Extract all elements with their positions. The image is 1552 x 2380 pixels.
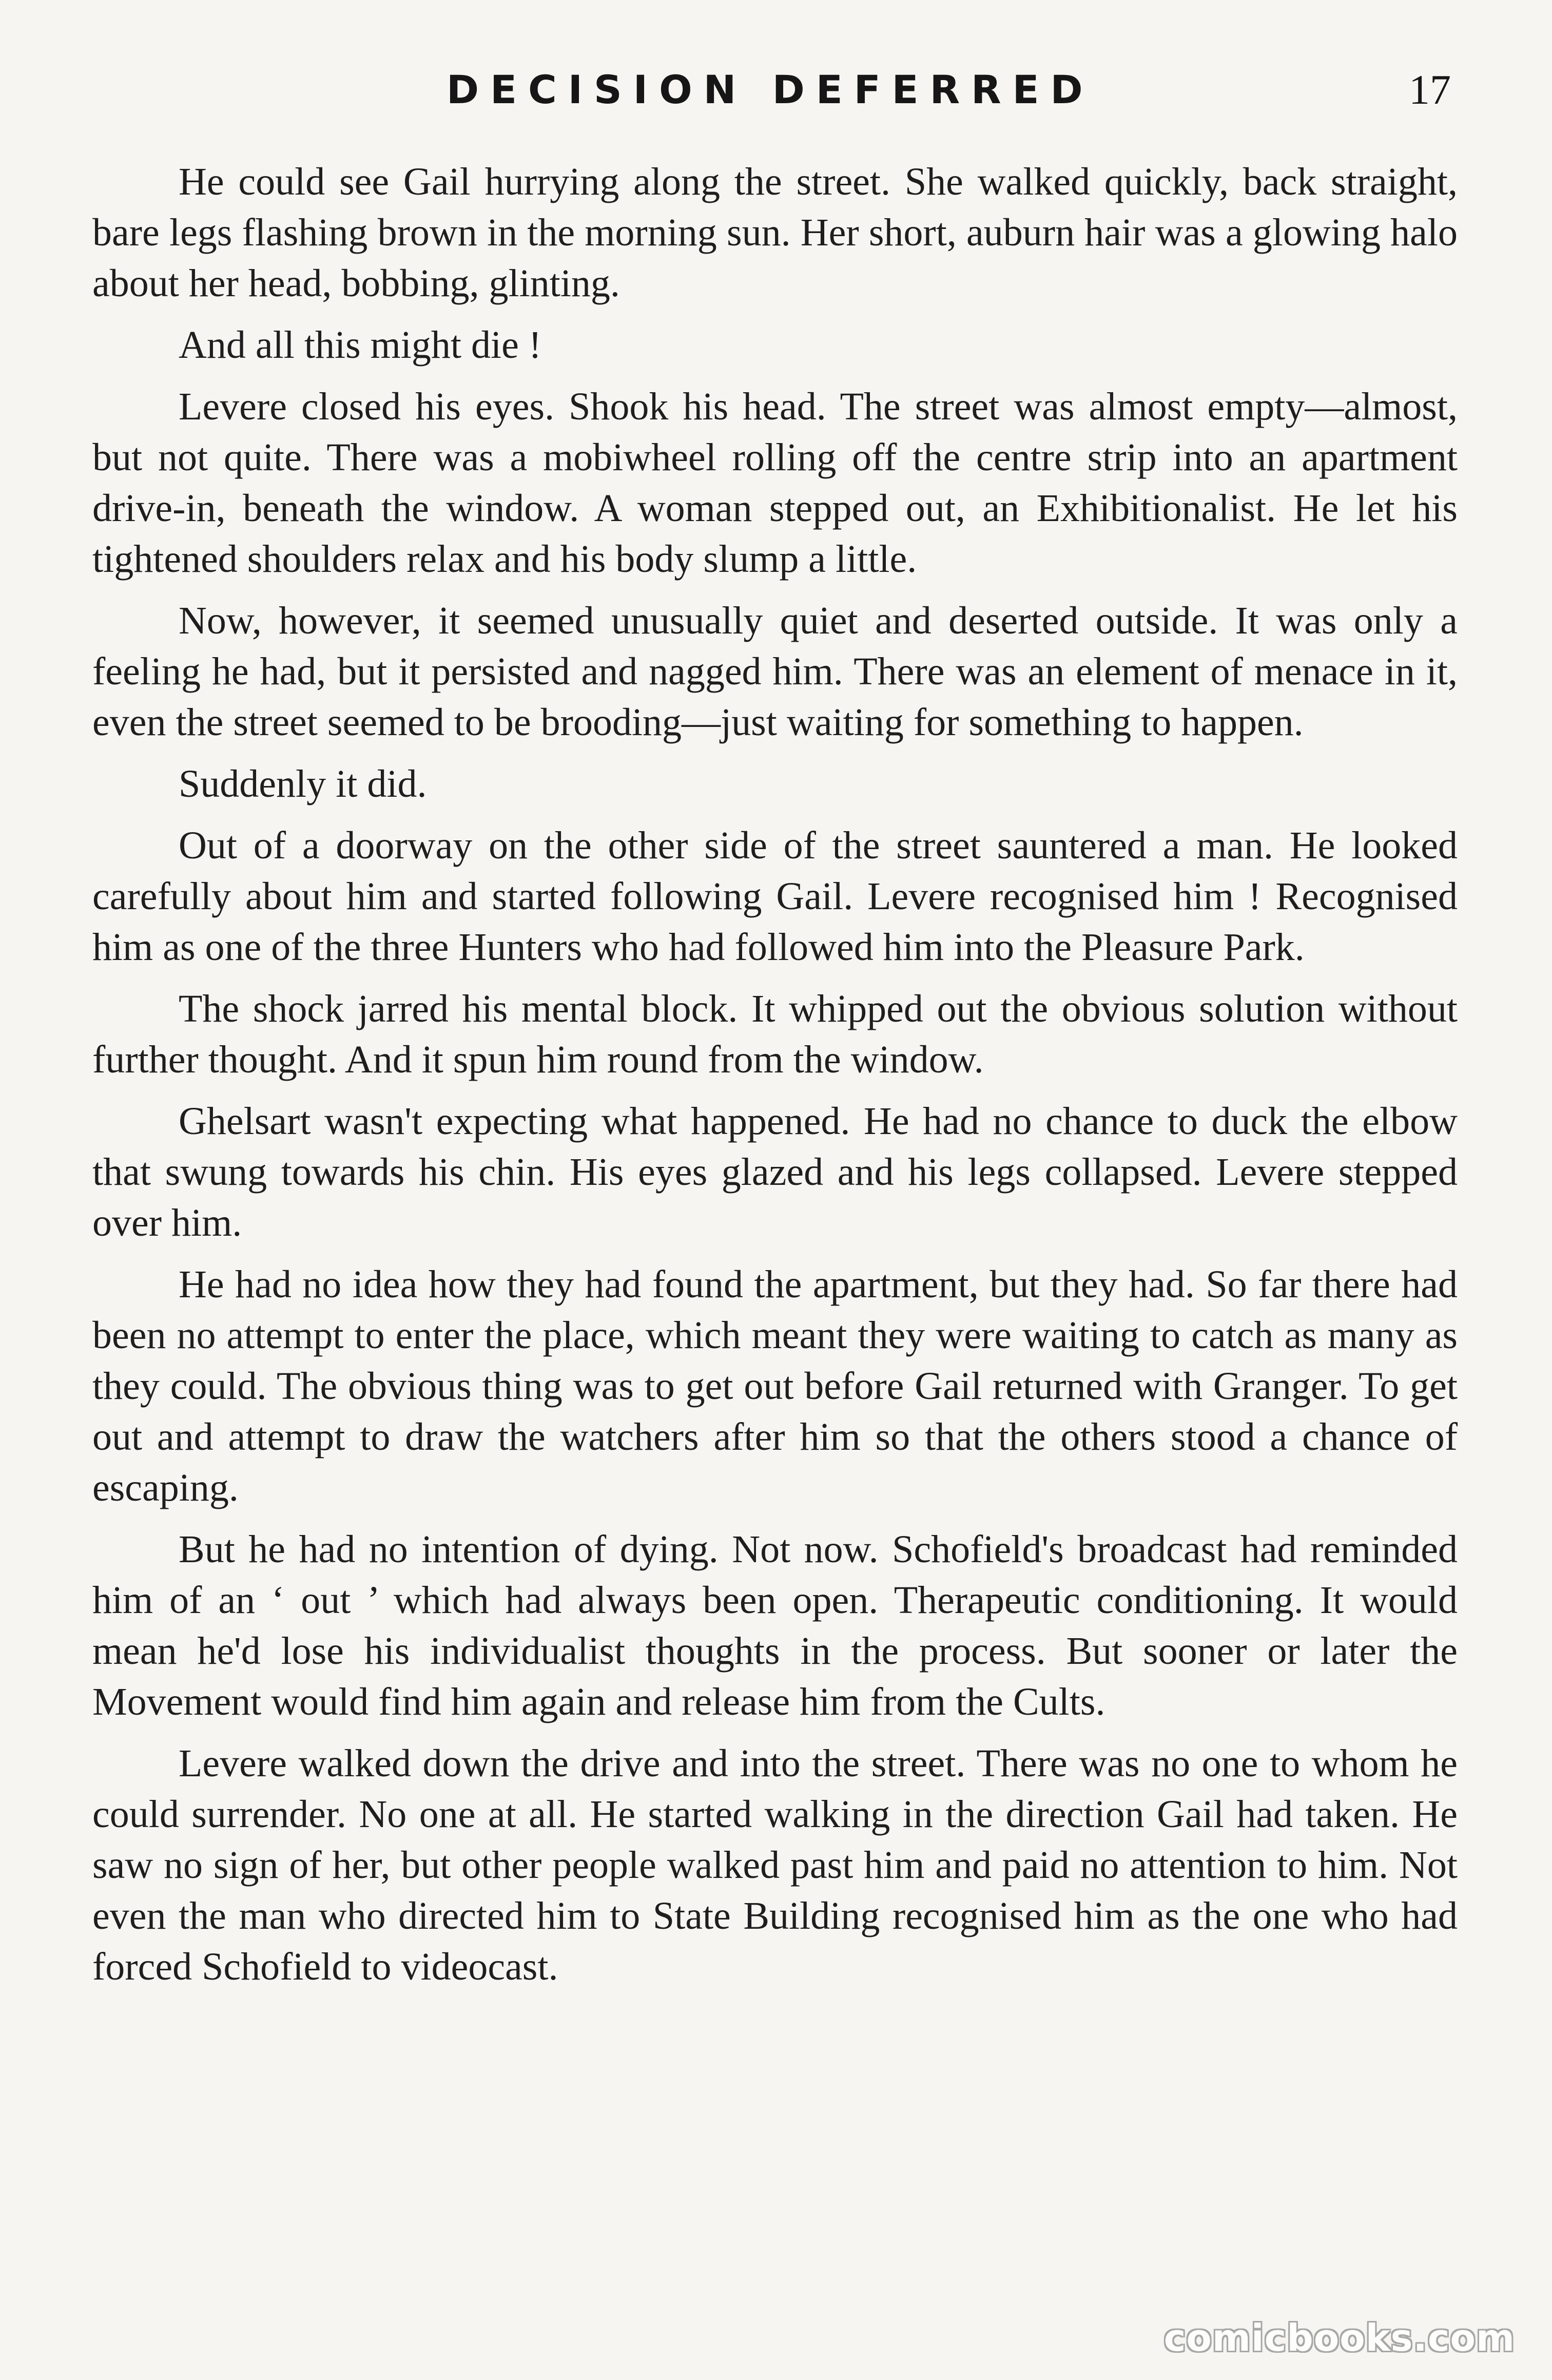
paragraph-2: And all this might die ! bbox=[179, 323, 542, 367]
paragraph-4: Now, however, it seemed unusually quiet and deserted outside. It was only a feeling he had, but it persisted and nagged him. There was an element of menace in it, even the street seemed to be brooding—just waiting for something to happen. bbox=[92, 599, 1458, 744]
paragraph-3: Levere closed his eyes. Shook his head. The street was almost empty—almost, but not quite. There was a mobiwheel rolling off the centre strip into an apartment drive-in, beneath the window. A woman stepped out, an Exhibitionalist. He let his tightened shoulders relax and his body slump a little. bbox=[92, 385, 1458, 581]
paragraph-11: Levere walked down the drive and into the street. There was no one to whom he could surrender. No one at all. He started walking in the direction Gail had taken. He saw no sign of her, but other people walked past him and paid no attention to him. Not even the man who directed him to State Building recognised him as the one who had forced Schofield to videocast. bbox=[92, 1742, 1458, 1988]
paragraph-10: But he had no intention of dying. Not now. Schofield's broadcast had reminded him of an ‘ out ’ which had always been open. Therapeutic conditioning. It would mean he'd lose his individualist thoughts in the process. But sooner or later the Movement would find him again and release him from the Cults. bbox=[92, 1528, 1458, 1723]
paragraph-1: He could see Gail hurrying along the street. She walked quickly, back straight, bare legs flashing brown in the morning sun. Her short, auburn hair was a glowing halo about her head, bobbing, glinting. bbox=[92, 160, 1458, 305]
paragraph-9: He had no idea how they had found the apartment, but they had. So far there had been no attempt to enter the place, which meant they were waiting to catch as many as they could. The obvious thing was to get out before Gail returned with Granger. To get out and attempt to draw the watchers after him so that the others stood a chance of escaping. bbox=[92, 1263, 1458, 1509]
paragraph-7: The shock jarred his mental block. It whipped out the obvious solution without further thought. And it spun him round from the window. bbox=[92, 987, 1458, 1081]
paragraph-5: Suddenly it did. bbox=[179, 762, 427, 805]
paragraph-6: Out of a doorway on the other side of the street sauntered a man. He looked carefully about him and started following Gail. Levere recognised him ! Recognised him as one of the three Hunters who had followed him into the Pleasure Park. bbox=[92, 824, 1458, 969]
page-number: 17 bbox=[1409, 66, 1451, 113]
running-title: DECISION DEFERRED bbox=[447, 67, 1094, 112]
paragraph-8: Ghelsart wasn't expecting what happened. He had no chance to duck the elbow that swung towards his chin. His eyes glazed and his legs collapsed. Levere stepped over him. bbox=[92, 1100, 1458, 1244]
body-text bbox=[92, 157, 1458, 2003]
watermark-logo: comicbooks.com bbox=[1163, 2316, 1515, 2359]
running-header bbox=[0, 62, 1552, 118]
